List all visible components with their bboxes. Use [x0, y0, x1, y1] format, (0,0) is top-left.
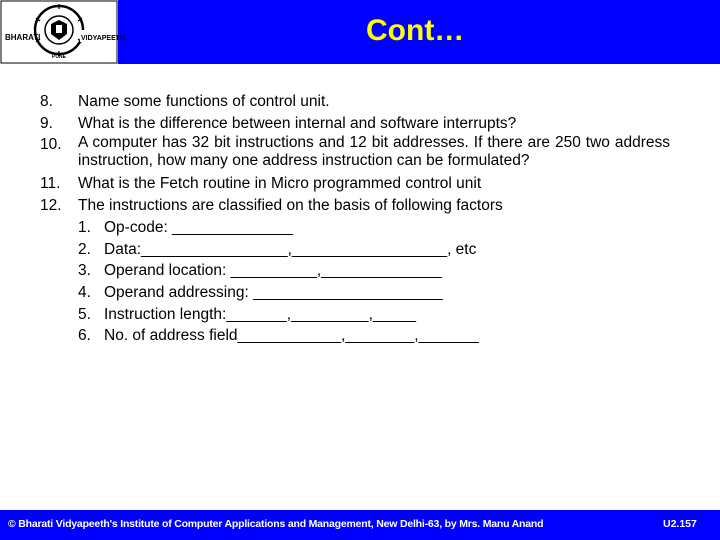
question-item	[40, 173, 670, 195]
question-text: Name some functions of control unit.	[78, 93, 330, 110]
question-item	[40, 195, 670, 217]
factor-number: 5.	[78, 305, 91, 323]
factor-number: 1.	[78, 218, 91, 236]
factor-item	[40, 304, 670, 326]
logo-right-text: VIDYAPEETH	[81, 35, 126, 42]
question-number: 12.	[40, 197, 62, 215]
factor-text: Op-code: ______________	[104, 218, 293, 236]
factor-item	[40, 260, 670, 282]
slide-title: Cont…	[366, 14, 465, 47]
question-number: 8.	[40, 93, 53, 110]
question-item	[40, 134, 670, 173]
question-text: What is the difference between internal and software interrupts?	[78, 114, 517, 132]
factor-number: 6.	[78, 327, 91, 345]
footer-credit: © Bharati Vidyapeeth's Institute of Computer Applications and Management, New Delhi-63, by Mrs. Manu Anand	[8, 518, 544, 530]
factor-number: 3.	[78, 262, 91, 280]
factor-number: 4.	[78, 283, 91, 301]
question-number: 10.	[40, 136, 62, 154]
factor-number: 2.	[78, 240, 91, 258]
question-item	[40, 91, 670, 113]
factor-item	[40, 325, 670, 347]
factor-text: Data:_________________,__________________, etc	[104, 240, 477, 258]
question-number: 11.	[40, 175, 61, 193]
factor-text: Instruction length:_______,_________,_____	[104, 305, 416, 323]
question-number: 9.	[40, 114, 53, 132]
question-list	[40, 91, 670, 347]
question-text: The instructions are classified on the basis of following factors	[78, 197, 503, 215]
institute-logo	[0, 0, 126, 64]
logo-bottom-text: PUNE	[52, 54, 66, 60]
factor-text: Operand addressing: ______________________	[104, 283, 443, 301]
page-number: U2.157	[663, 518, 697, 530]
question-text: What is the Fetch routine in Micro programmed control unit	[78, 175, 482, 193]
question-item	[40, 113, 670, 135]
factor-text: No. of address field____________,________,_______	[104, 327, 479, 345]
question-text: A computer has 32 bit instructions and 12 bit addresses. If there are 250 two address instruction, how many one address instruction can be formulated?	[78, 134, 670, 170]
factor-item	[40, 282, 670, 304]
emblem-icon	[0, 0, 126, 64]
factor-text: Operand location: __________,______________	[104, 262, 442, 280]
factor-item	[40, 239, 670, 261]
logo-left-text: BHARATI	[5, 33, 41, 42]
factor-item	[40, 217, 670, 239]
